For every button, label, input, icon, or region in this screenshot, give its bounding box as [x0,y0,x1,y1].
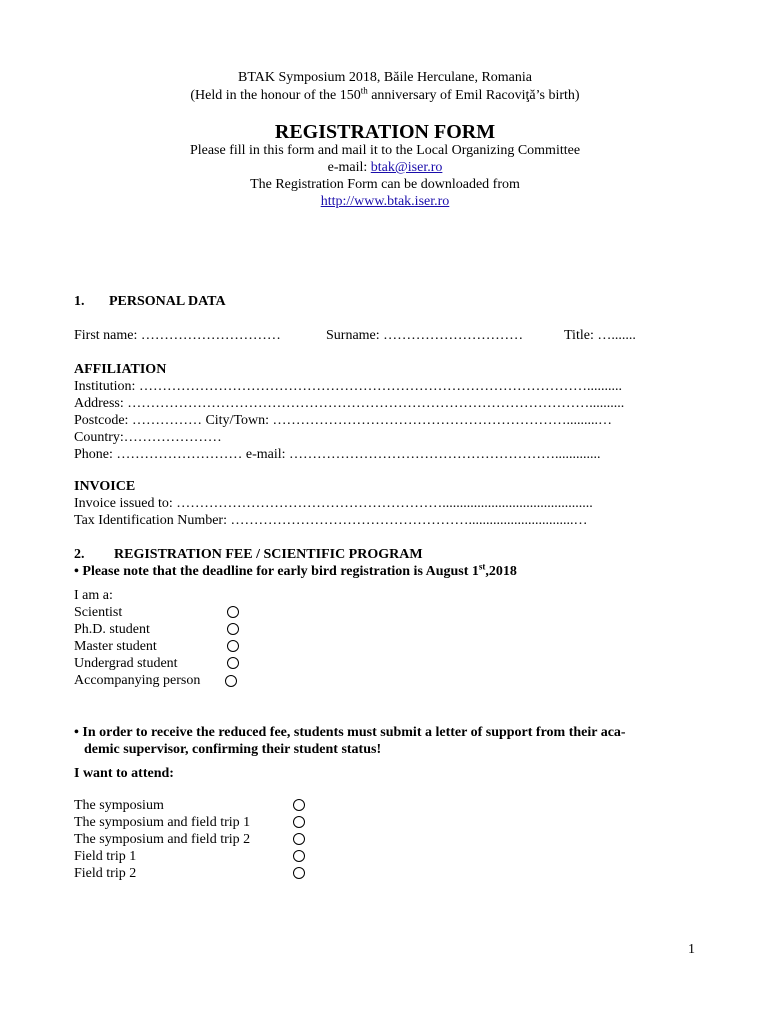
attend-radio-trip1[interactable] [293,850,305,862]
email-link[interactable]: btak@iser.ro [370,160,443,175]
attend-radio-symposium[interactable] [293,799,305,811]
role-radio-master[interactable] [227,640,239,652]
invoice-issued-to-field[interactable]: Invoice issued to: …………………………………………………........................................... [74,496,593,511]
affiliation-heading: AFFILIATION [74,362,167,377]
role-label-scientist: Scientist [74,605,123,620]
role-label-accompanying: Accompanying person [74,673,201,688]
first-name-field[interactable]: First name: ………………………… [74,328,281,343]
attend-label-trip1: Field trip 1 [74,849,137,864]
surname-field[interactable]: Surname: ………………………… [326,328,524,343]
student-notice-line2: demic supervisor, confirming their student status! [84,742,382,757]
section-number-2: 2. [74,547,85,562]
role-label-phd: Ph.D. student [74,622,150,637]
title-field[interactable]: Title: …....... [564,328,636,343]
i-am-label: I am a: [74,588,113,603]
role-radio-phd[interactable] [227,623,239,635]
attend-label-symposium-trip1: The symposium and field trip 1 [74,815,251,830]
download-link[interactable]: http://www.btak.iser.ro [320,194,450,209]
instructions-text: Please fill in this form and mail it to the Local Organizing Committee [189,143,581,158]
invoice-heading: INVOICE [74,479,136,494]
institution-field[interactable]: Institution: …………………………………………………………………………………….......... [74,379,622,394]
attend-radio-symposium-trip1[interactable] [293,816,305,828]
role-radio-scientist[interactable] [227,606,239,618]
phone-email-field[interactable]: Phone: ……………………… e-mail: …………………………………………………............. [74,447,601,462]
email-line: e-mail: btak@iser.ro [327,160,443,175]
student-notice-line1: • In order to receive the reduced fee, students must submit a letter of support from their aca- [74,725,626,740]
event-subtitle: (Held in the honour of the 150th anniversary of Emil Racoviţă’s birth) [190,85,580,103]
section-number-1: 1. [74,294,85,309]
personal-data-heading: PERSONAL DATA [109,294,226,309]
country-field[interactable]: Country:………………… [74,430,222,445]
attend-radio-symposium-trip2[interactable] [293,833,305,845]
attend-label-trip2: Field trip 2 [74,866,137,881]
attend-radio-trip2[interactable] [293,867,305,879]
attend-label-symposium: The symposium [74,798,164,813]
role-label-master: Master student [74,639,157,654]
tax-id-field[interactable]: Tax Identification Number: ……………………………………………..............................… [74,513,588,528]
form-title: REGISTRATION FORM [274,121,496,143]
role-radio-undergrad[interactable] [227,657,239,669]
download-url-line [0,193,770,210]
event-title: BTAK Symposium 2018, Băile Herculane, Romania [238,70,532,85]
page-number: 1 [688,942,695,957]
registration-heading: REGISTRATION FEE / SCIENTIFIC PROGRAM [114,547,423,562]
address-field[interactable]: Address: ……………………………………………………………………………………….......... [74,396,625,411]
role-label-undergrad: Undergrad student [74,656,178,671]
download-text: The Registration Form can be downloaded from [250,177,520,192]
postcode-city-field[interactable]: Postcode: …………… City/Town: ……………………………………………………….........… [74,413,613,428]
attend-heading: I want to attend: [74,766,174,781]
role-radio-accompanying[interactable] [225,675,237,687]
attend-label-symposium-trip2: The symposium and field trip 2 [74,832,251,847]
deadline-note: • Please note that the deadline for early bird registration is August 1st,2018 [74,561,517,579]
